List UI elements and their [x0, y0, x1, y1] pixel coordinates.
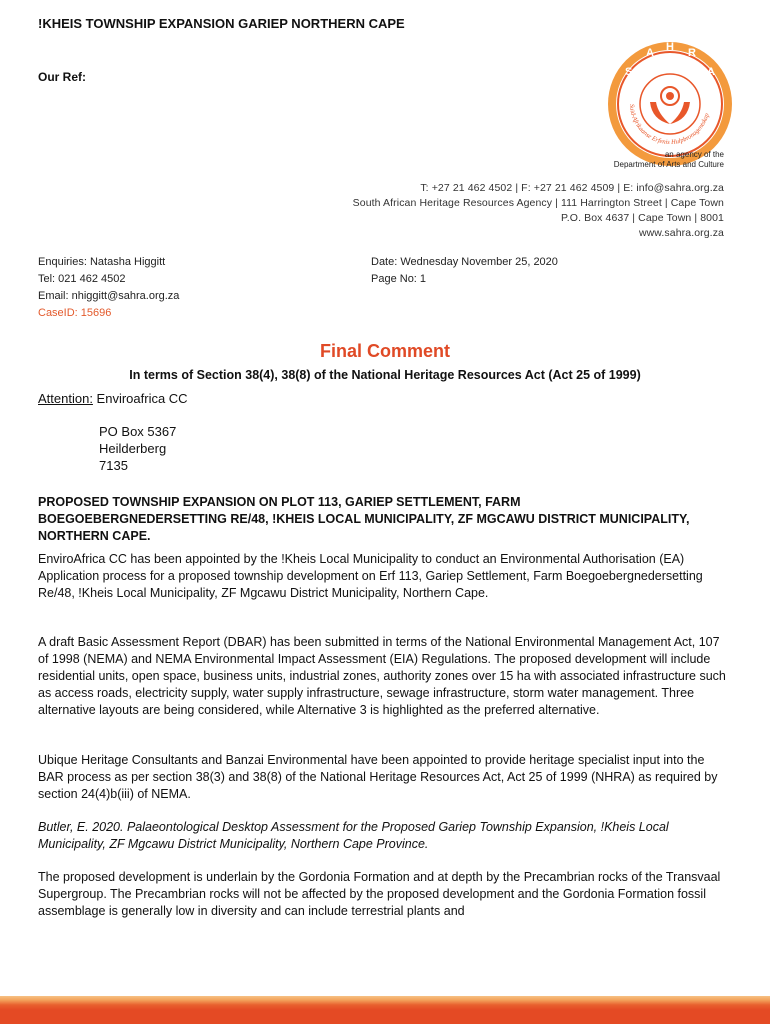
logo-ring-textpath: Suid-Afrikaanse Erfenis Hulpbronagentskap	[627, 103, 711, 147]
telephone: Tel: 021 462 4502	[38, 273, 126, 285]
address-line: Heilderberg	[99, 441, 167, 456]
paragraph: EnviroAfrica CC has been appointed by the !Kheis Local Municipality to conduct an Environmental Authorisation (EA) Application process for a proposed township development on Erf 113, Gariep Settlement, Farm Boegoebergnedersetting Re/48, !Kheis Local Municipality, ZF Mgcawu District Municipality, Northern Cape.	[38, 552, 703, 600]
attention-label: Attention:	[38, 391, 93, 406]
address-line: PO Box 5367	[99, 424, 177, 439]
logo-letter: A	[707, 66, 715, 78]
contact-pobox-line: P.O. Box 4637 | Cape Town | 8001	[561, 212, 724, 224]
contact-address-line: South African Heritage Resources Agency | 111 Harrington Street | Cape Town	[352, 197, 724, 209]
logo-letter: A	[646, 47, 654, 59]
footer-strip	[0, 996, 770, 1024]
sahra-seal-icon	[606, 40, 734, 168]
agency-line-2: Department of Arts and Culture	[613, 160, 724, 169]
sahra-logo	[606, 40, 734, 168]
contact-website-line[interactable]: www.sahra.org.za	[638, 227, 724, 239]
paragraph: The proposed development is underlain by the Gordonia Formation and at depth by the Precambrian rocks of the Transvaal Supergroup. The Precambrian rocks will not be affected by the proposed development and the Gordonia Formation fossil assemblage is generally low in diversity and can include terrestrial plants and	[38, 870, 721, 918]
logo-letter: H	[666, 41, 674, 53]
contact-phone-line: T: +27 21 462 4502 | F: +27 21 462 4509 | E: info@sahra.org.za	[420, 182, 724, 194]
attention-line	[38, 391, 188, 406]
date: Date: Wednesday November 25, 2020	[371, 256, 558, 268]
paragraph: Ubique Heritage Consultants and Banzai Environmental have been appointed to provide heritage specialist input into the BAR process as per section 38(3) and 38(8) of the National Heritage Resources Act, Act 25 of 1999 (NHRA) as required by section 24(4)b(iii) of NEMA.	[38, 753, 718, 801]
attention-name: Enviroafrica CC	[92, 391, 188, 406]
logo-letter: R	[688, 47, 696, 59]
comment-subtitle: In terms of Section 38(4), 38(8) of the National Heritage Resources Act (Act 25 of 1999)	[129, 368, 641, 382]
agency-line-1: an agency of the	[664, 150, 724, 159]
proposal-heading: PROPOSED TOWNSHIP EXPANSION ON PLOT 113, GARIEP SETTLEMENT, FARM BOEGOEBERGNEDERSETTING RE/48, !KHEIS LOCAL MUNICIPALITY, ZF MGCAWU DISTRICT MUNICIPALITY, NORTHERN CAPE.	[38, 495, 690, 543]
logo-letter: S	[625, 66, 633, 78]
reference-citation: Butler, E. 2020. Palaeontological Desktop Assessment for the Proposed Gariep Township Expansion, !Kheis Local Municipality, ZF Mgcawu District Municipality, Northern Cape Province.	[38, 820, 669, 851]
page-number: Page No: 1	[371, 273, 427, 285]
comment-title: Final Comment	[319, 341, 450, 361]
paragraph: A draft Basic Assessment Report (DBAR) has been submitted in terms of the National Environmental Management Act, 107 of 1998 (NEMA) and NEMA Environmental Impact Assessment (EIA) Regulations. The proposed development will include residential units, open space, business units, industrial zones, authority zones over 15 ha with associated infrastructure such as access roads, electricity supply, water supply infrastructure, sewage infrastructure, storm water management. Three alternative layouts are being considered, while Alternative 3 is highlighted as the preferred alternative.	[38, 635, 726, 717]
email[interactable]: Email: nhiggitt@sahra.org.za	[38, 290, 180, 302]
case-id: CaseID: 15696	[38, 307, 112, 319]
our-ref-label: Our Ref:	[38, 70, 86, 84]
address-line: 7135	[99, 458, 128, 473]
document-title: !KHEIS TOWNSHIP EXPANSION GARIEP NORTHERN CAPE	[38, 16, 405, 31]
enquiries: Enquiries: Natasha Higgitt	[38, 256, 166, 268]
